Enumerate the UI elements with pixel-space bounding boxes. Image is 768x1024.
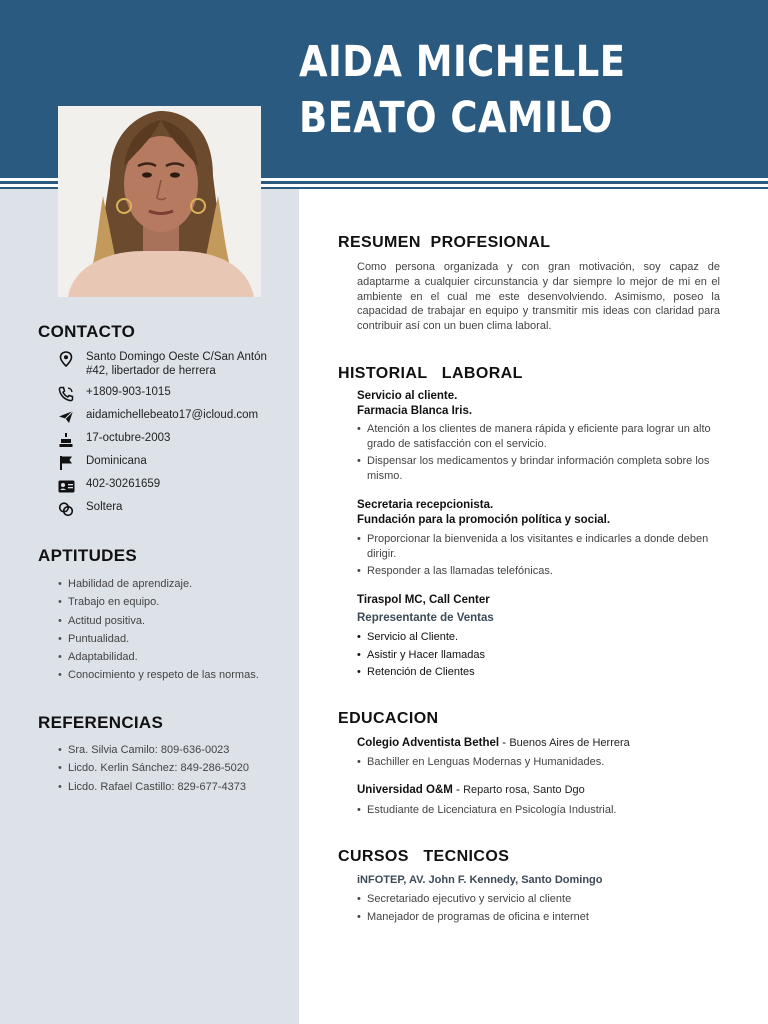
address-line-2: #42, libertador de herrera (86, 365, 216, 377)
resumen-text: Como persona organizada y con gran motivación, soy capaz de adaptarme a cualquier circunstancia y dar siempre lo mejor de mi en el ambiente en el cual me este desenvolviendo. Asimismo, poseo la capacidad de trabajar en equipo y transmitir mis ideas con claridad para contribuir así con un buen clima laboral. (357, 261, 720, 333)
cursos-list (357, 892, 722, 927)
birthdate: 17-octubre-2003 (86, 432, 171, 444)
list-item: • Retención de Clientes (357, 665, 722, 680)
id-number: 402-30261659 (86, 478, 161, 490)
contact-status (56, 500, 286, 518)
address-line-1: Santo Domingo Oeste C/San Antón (86, 351, 267, 363)
list-item: • Estudiante de Licenciatura en Psicología Industrial. (357, 803, 722, 818)
list-item: • Sra. Silvia Camilo: 809-636-0023 (58, 741, 249, 759)
job-1-title: Servicio al cliente. (357, 390, 458, 402)
list-item: • Trabajo en equipo. (58, 593, 259, 611)
list-item: • Manejador de programas de oficina e internet (357, 910, 722, 925)
flag-icon (56, 454, 76, 472)
job-2-title: Secretaria recepcionista. (357, 499, 494, 511)
referencias-heading: REFERENCIAS (38, 713, 164, 732)
school-2 (357, 784, 585, 796)
birthday-cake-icon (56, 431, 76, 449)
list-item: • Licdo. Kerlin Sánchez: 849-286-5020 (58, 759, 249, 777)
job-2-company: Fundación para la promoción política y social. (357, 514, 611, 526)
contact-address (56, 350, 286, 378)
list-item: • Asistir y Hacer llamadas (357, 648, 722, 663)
resumen-heading: RESUMEN PROFESIONAL (338, 234, 551, 251)
phone-icon (56, 385, 76, 403)
list-item: • Puntualidad. (58, 630, 259, 648)
list-item: • Responder a las llamadas telefónicas. (357, 564, 722, 579)
contact-heading: CONTACTO (38, 322, 136, 341)
school-1 (357, 737, 630, 749)
school-1-place: Buenos Aires de Herrera (509, 737, 630, 749)
portrait-illustration (58, 106, 261, 297)
aptitudes-list (58, 575, 259, 685)
job-3-bullets (357, 630, 722, 683)
school-1-details (357, 755, 722, 773)
school-2-place: Reparto rosa, Santo Dgo (463, 784, 585, 796)
contact-email (56, 408, 286, 426)
list-item: • Conocimiento y respeto de las normas. (58, 666, 259, 684)
job-3-role: Representante de Ventas (357, 612, 494, 624)
name-line-2: BEATO CAMILO (299, 93, 613, 143)
referencias-list (58, 741, 249, 796)
school-2-details (357, 803, 722, 821)
school-1-separator: - (499, 737, 510, 749)
profile-photo (58, 106, 261, 297)
cursos-heading: CURSOS TECNICOS (338, 848, 510, 865)
id-card-icon (56, 477, 76, 495)
nationality: Dominicana (86, 455, 147, 467)
contact-phone (56, 385, 286, 403)
contact-birthdate (56, 431, 286, 449)
marital-status: Soltera (86, 501, 123, 513)
job-1-bullets (357, 422, 722, 486)
list-item: • Dispensar los medicamentos y brindar información completa sobre los mismo. (357, 454, 722, 483)
list-item: • Actitud positiva. (58, 612, 259, 630)
list-item: • Proporcionar la bienvenida a los visitantes e indicarles a donde deben dirigir. (357, 532, 722, 561)
job-1-company: Farmacia Blanca Iris. (357, 405, 473, 417)
list-item: • Adaptabilidad. (58, 648, 259, 666)
name-line-1: AIDA MICHELLE (299, 37, 626, 87)
contact-id (56, 477, 286, 495)
paper-plane-icon (56, 408, 76, 426)
candidate-name (299, 34, 695, 146)
email-address: aidamichellebeato17@icloud.com (86, 409, 259, 421)
list-item: • Secretariado ejecutivo y servicio al cliente (357, 892, 722, 907)
school-1-name: Colegio Adventista Bethel (357, 737, 500, 749)
rings-icon (56, 500, 76, 518)
phone-number: +1809-903-1015 (86, 386, 171, 398)
job-3-title: Tiraspol MC, Call Center (357, 594, 490, 606)
list-item: • Bachiller en Lenguas Modernas y Humanidades. (357, 755, 722, 770)
educacion-heading: EDUCACION (338, 710, 439, 727)
list-item: • Atención a los clientes de manera rápida y eficiente para lograr un alto grado de satisfacción con el servicio. (357, 422, 722, 451)
list-item: • Licdo. Rafael Castillo: 829-677-4373 (58, 778, 249, 796)
historial-heading: HISTORIAL LABORAL (338, 365, 523, 382)
location-pin-icon (56, 350, 76, 368)
school-2-separator: - (452, 784, 464, 796)
list-item: • Servicio al Cliente. (357, 630, 722, 645)
cursos-institution: iNFOTEP, AV. John F. Kennedy, Santo Domingo (357, 874, 603, 886)
contact-nationality (56, 454, 286, 472)
aptitudes-heading: APTITUDES (38, 546, 138, 565)
school-2-name: Universidad O&M (357, 784, 453, 796)
job-2-bullets (357, 532, 722, 582)
list-item: • Habilidad de aprendizaje. (58, 575, 259, 593)
